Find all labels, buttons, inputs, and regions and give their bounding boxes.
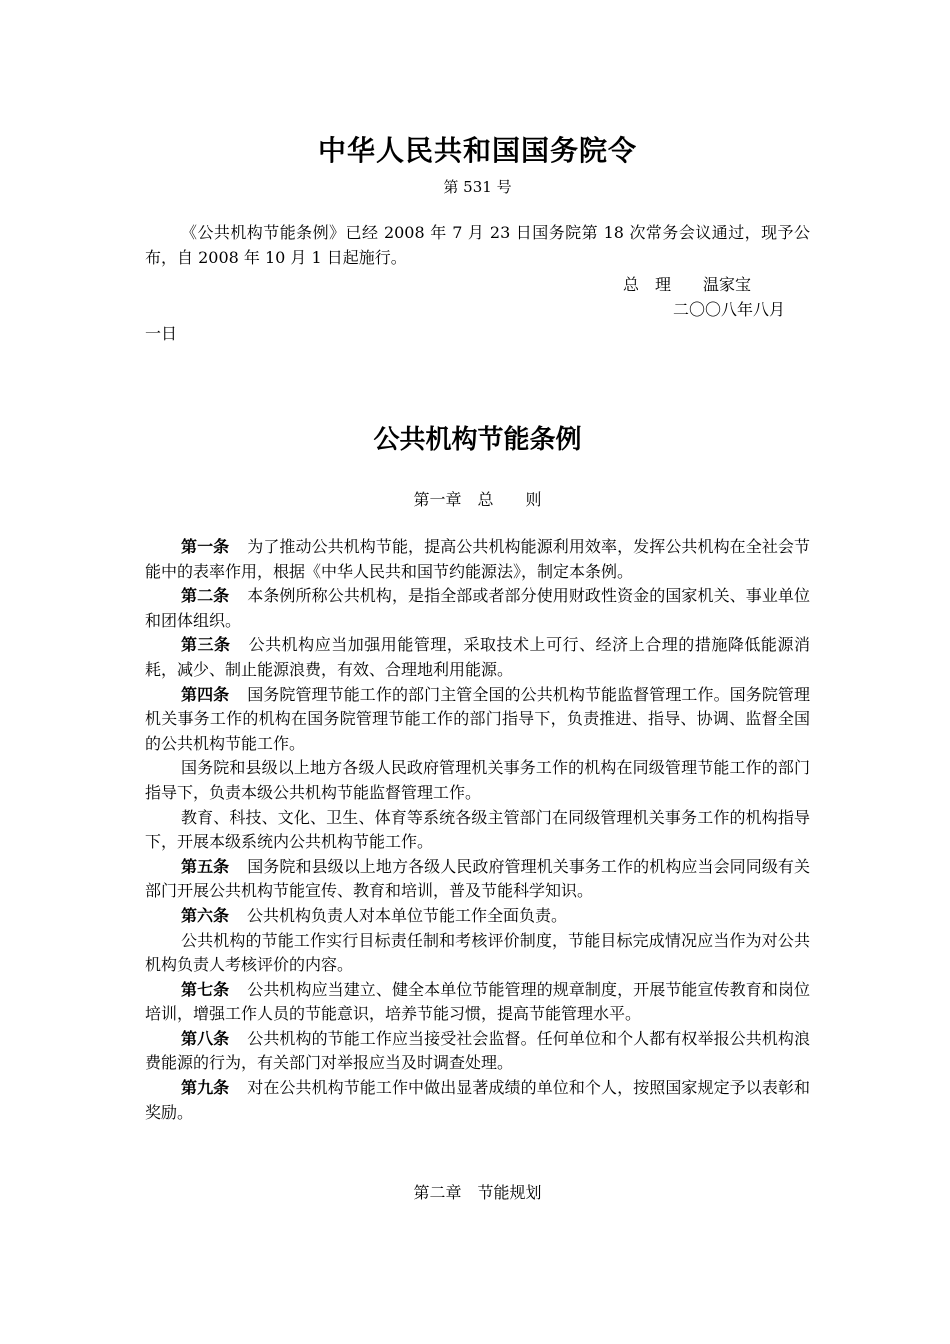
article-text: 国务院管理节能工作的部门主管全国的公共机构节能监督管理工作。国务院管理机关事务工作的机构在国务院管理节能工作的部门指导下，负责推进、指导、协调、监督全国的公共机构节能工作。 <box>145 684 810 753</box>
article-text: 国务院和县级以上地方各级人民政府管理机关事务工作的机构应当会同同级有关部门开展公共机构节能宣传、教育和培训，普及节能科学知识。 <box>145 856 810 901</box>
article-text: 公共机构的节能工作实行目标责任制和考核评价制度，节能目标完成情况应当作为对公共机构负责人考核评价的内容。 <box>145 930 810 975</box>
article-number: 第四条 <box>181 684 230 704</box>
chapter-heading: 第一章 总 则 <box>413 490 542 509</box>
article-number: 第五条 <box>181 856 230 876</box>
signature-block <box>623 272 751 297</box>
article-paragraph <box>145 806 810 855</box>
article-paragraph <box>145 978 810 1027</box>
article-paragraph <box>145 1027 810 1076</box>
article-text: 本条例所称公共机构，是指全部或者部分使用财政性资金的国家机关、事业单位和团体组织。 <box>145 586 810 630</box>
article-list <box>145 535 810 1125</box>
article-text: 公共机构的节能工作应当接受社会监督。任何单位和个人都有权举报公共机构浪费能源的行为，有关部门对举报应当及时调查处理。 <box>145 1028 810 1073</box>
document-title: 中华人民共和国国务院令 <box>317 134 637 167</box>
chapter-heading: 第二章 节能规划 <box>413 1183 542 1202</box>
signer-title: 总 理 <box>623 275 672 294</box>
article-number: 第九条 <box>181 1078 230 1098</box>
article-number: 第八条 <box>181 1028 230 1048</box>
article-paragraph <box>145 756 810 805</box>
article-paragraph <box>145 584 810 633</box>
article-paragraph <box>145 683 810 757</box>
article-number: 第六条 <box>181 905 230 925</box>
signing-date-line2: 一日 <box>145 324 178 343</box>
article-number: 第三条 <box>181 635 231 655</box>
article-text: 为了推动公共机构节能，提高公共机构能源利用效率，发挥公共机构在全社会节能中的表率作用，根据《中华人民共和国节约能源法》，制定本条例。 <box>145 537 810 581</box>
article-text: 公共机构负责人对本单位节能工作全面负责。 <box>247 905 568 925</box>
article-number: 第二条 <box>181 586 230 606</box>
article-paragraph <box>145 633 810 682</box>
article-paragraph <box>145 855 810 904</box>
document-page <box>145 0 810 1344</box>
signing-date-line1: 二〇〇八年八月 <box>673 300 786 319</box>
article-text: 国务院和县级以上地方各级人民政府管理机关事务工作的机构在同级管理节能工作的部门指导下，负责本级公共机构节能监督管理工作。 <box>145 758 810 802</box>
article-text: 对在公共机构节能工作中做出显著成绩的单位和个人，按照国家规定予以表彰和奖励。 <box>145 1078 810 1122</box>
article-paragraph <box>145 1076 810 1125</box>
article-paragraph <box>145 535 810 584</box>
regulation-title: 公共机构节能条例 <box>373 425 582 455</box>
decree-text: 《公共机构节能条例》已经 2008 年 7 月 23 日国务院第 18 次常务会议通过，现予公布，自 2008 年 10 月 1 日起施行。 <box>145 223 810 267</box>
article-number: 第七条 <box>181 979 230 999</box>
article-number: 第一条 <box>181 537 230 556</box>
order-number: 第 531 号 <box>443 178 512 196</box>
article-text: 公共机构应当建立、健全本单位节能管理的规章制度，开展节能宣传教育和岗位培训，增强工作人员的节能意识，培养节能习惯，提高节能管理水平。 <box>145 979 810 1024</box>
article-paragraph <box>145 904 810 929</box>
article-text: 公共机构应当加强用能管理，采取技术上可行、经济上合理的措施降低能源消耗，减少、制止能源浪费，有效、合理地利用能源。 <box>145 635 810 679</box>
article-text: 教育、科技、文化、卫生、体育等系统各级主管部门在同级管理机关事务工作的机构指导下，开展本级系统内公共机构节能工作。 <box>145 807 810 852</box>
signer-name: 温家宝 <box>703 275 752 294</box>
article-paragraph <box>145 929 810 978</box>
